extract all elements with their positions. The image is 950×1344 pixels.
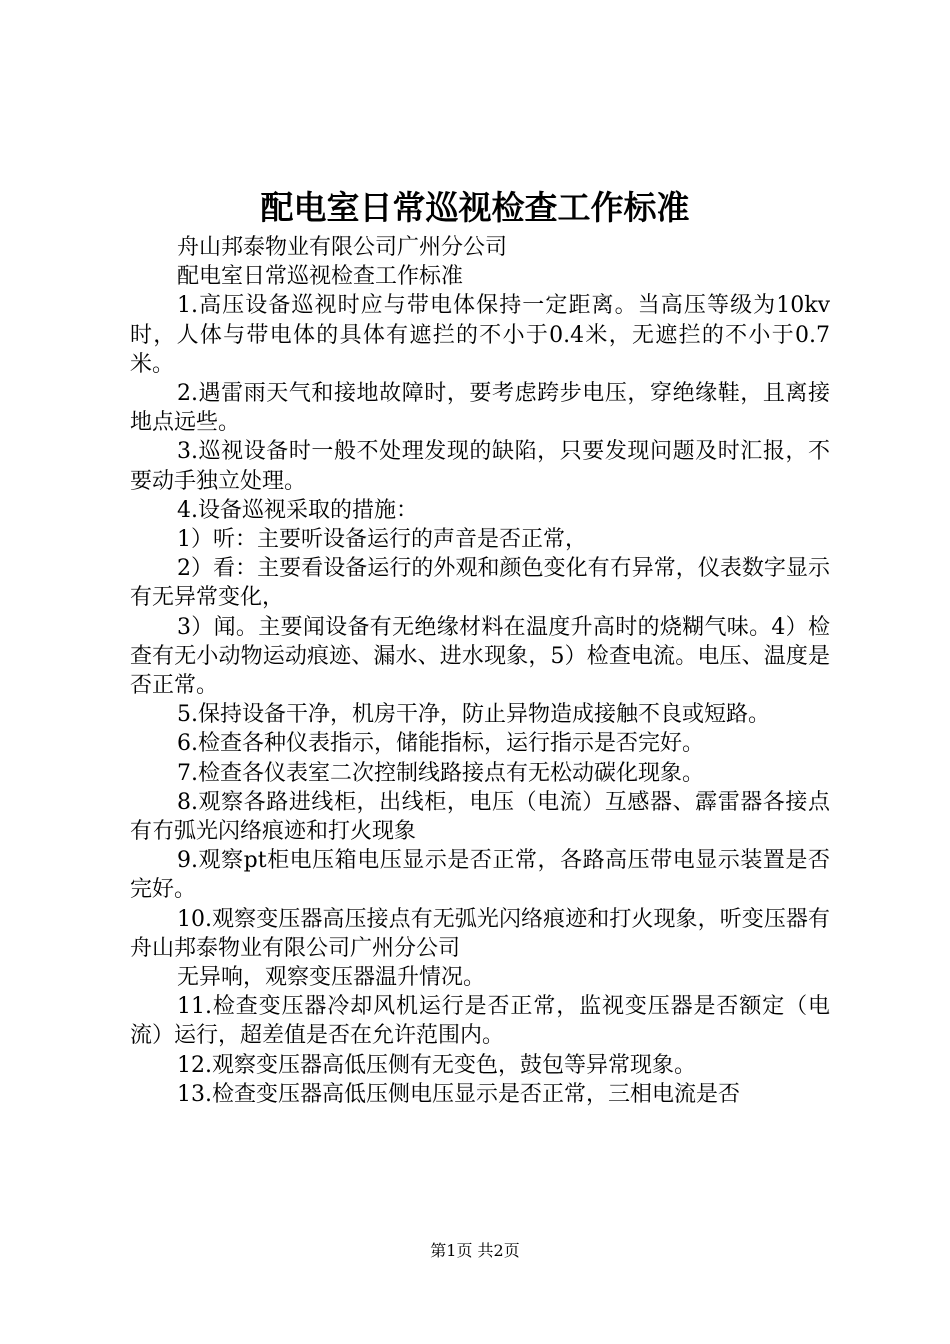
page-footer: 第1页 共2页 <box>430 1241 520 1260</box>
paragraph: 11.检查变压器冷却风机运行是否正常，监视变压器是否额定（电流）运行，超差值是否在允许范围内。 <box>130 994 830 1049</box>
subtitle: 配电室日常巡视检查工作标准 <box>177 264 464 290</box>
paragraph: 7.检查各仪表室二次控制线路接点有无松动碳化现象。 <box>177 760 704 786</box>
paragraph: 6.检查各种仪表指示，储能指标，运行指示是否完好。 <box>177 731 704 757</box>
paragraph: 3）闻。主要闻设备有无绝缘材料在温度升高时的烧糊气味。4）检查有无小动物运动痕迹、漏水、进水现象，5）检查电流。电压、温度是否正常。 <box>130 614 830 699</box>
paragraph: 12.观察变压器高低压侧有无变色，鼓包等异常现象。 <box>177 1052 696 1078</box>
paragraph: 4.设备巡视采取的措施： <box>177 497 418 523</box>
paragraph: 9.观察pt柜电压箱电压显示是否正常，各路高压带电显示装置是否完好。 <box>130 848 830 903</box>
paragraph: 2）看：主要看设备运行的外观和颜色变化有冇异常，仪表数字显示有无异常变化， <box>130 556 830 611</box>
paragraph: 8.观察各路进线柜，出线柜，电压（电流）互感器、霹雷器各接点有冇弧光闪络痕迹和打火现象 <box>130 789 830 845</box>
paragraph: 5.保持设备干净，机房干净，防止异物造成接触不良或短路。 <box>177 702 770 728</box>
document-body <box>130 233 830 1109</box>
paragraph: 3.巡视设备时一般不处理发现的缺陷，只要发现问题及时汇报，不要动手独立处理。 <box>130 439 830 494</box>
paragraph: 1）听：主要听设备运行的声音是否正常， <box>177 527 587 553</box>
paragraph: 10.观察变压器高压接点有无弧光闪络痕迹和打火现象，听变压器有舟山邦泰物业有限公司广州分公司 <box>130 906 830 961</box>
paragraph: 无异响，观察变压器温升情况。 <box>177 965 486 991</box>
company-name: 舟山邦泰物业有限公司广州分公司 <box>177 235 508 260</box>
paragraph: 1.高压设备巡视时应与带电体保持一定距离。当高压等级为10kv时，人体与带电体的具体有遮拦的不小于0.4米，无遮拦的不小于0.7米。 <box>130 293 830 377</box>
paragraph: 2.遇雷雨天气和接地故障时，要考虑跨步电压，穿绝缘鞋，且离接地点远些。 <box>130 381 830 436</box>
paragraph: 13.检查变压器高低压侧电压显示是否正常，三相电流是否 <box>177 1081 740 1107</box>
document-title: 配电室日常巡视检查工作标准 <box>260 188 690 227</box>
